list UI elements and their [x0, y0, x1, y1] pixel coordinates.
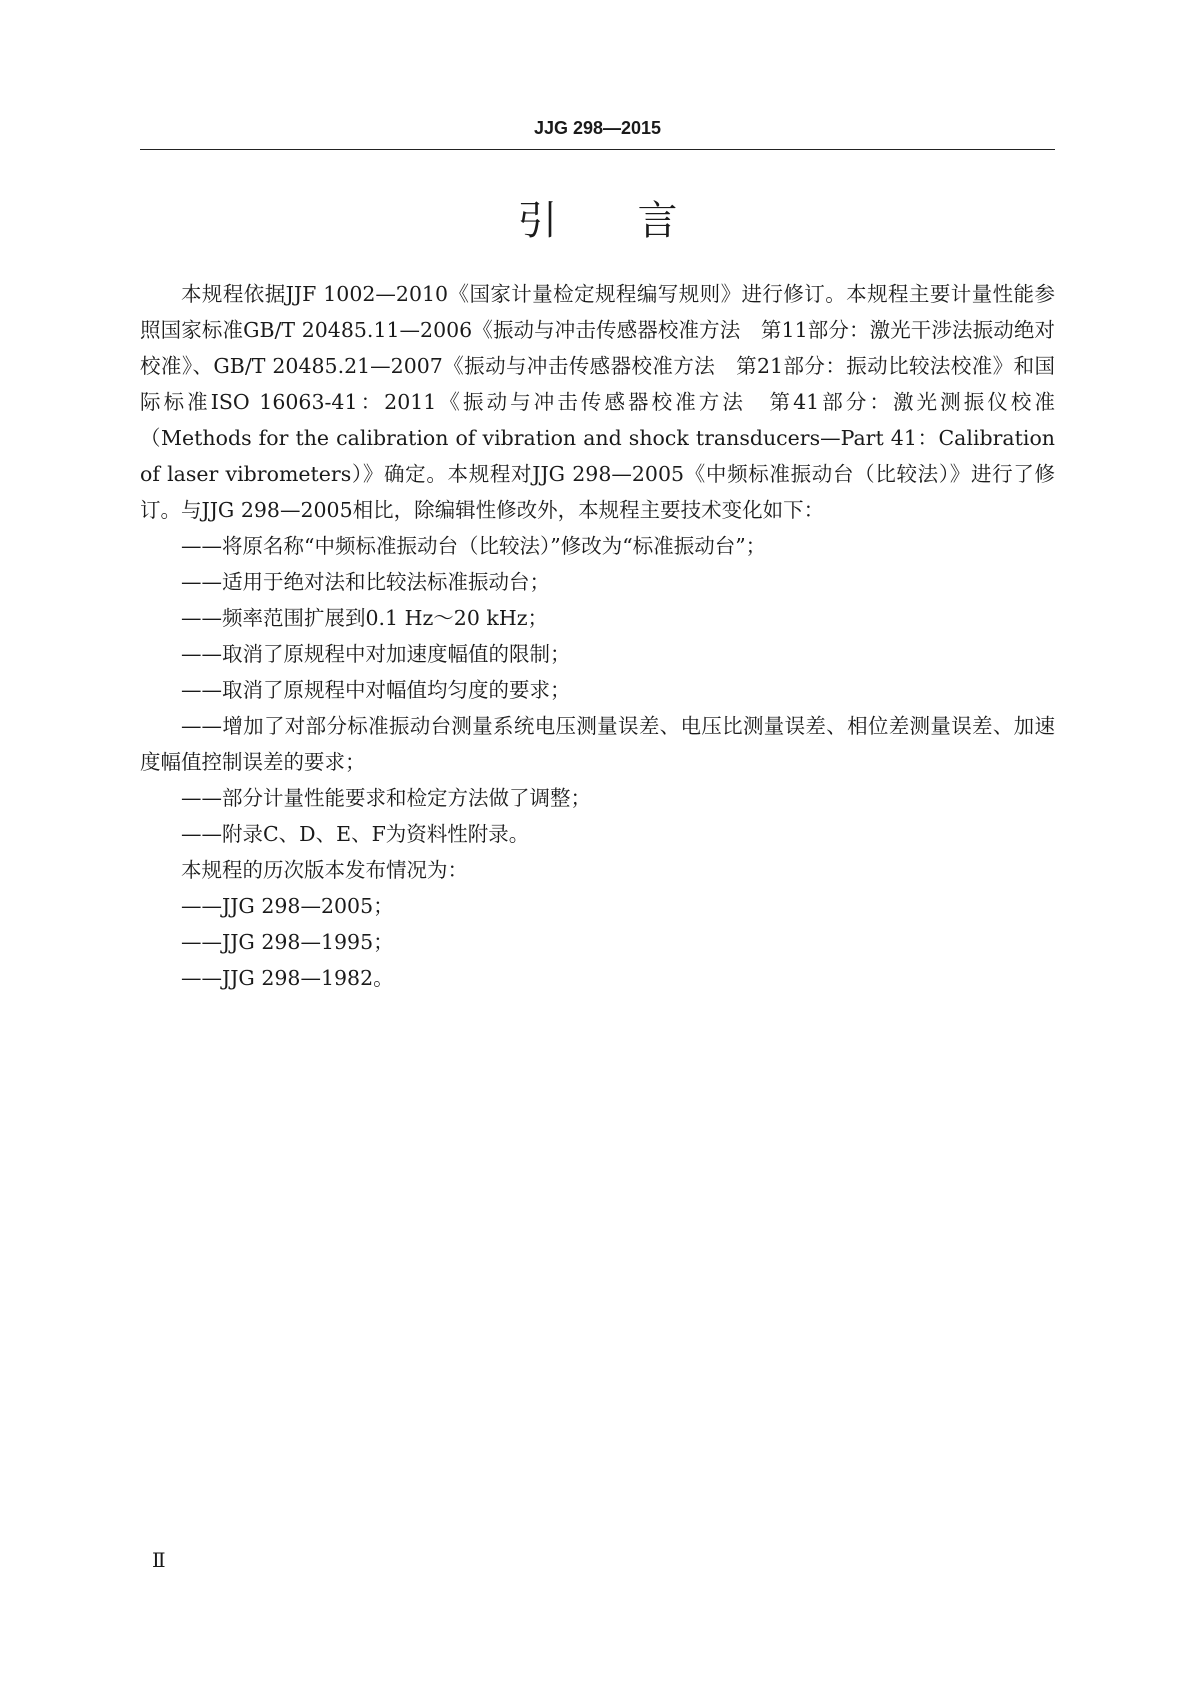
change-item: ——部分计量性能要求和检定方法做了调整； [181, 786, 591, 810]
history-intro: 本规程的历次版本发布情况为： [181, 858, 468, 882]
change-item: ——适用于绝对法和比较法标准振动台； [181, 570, 550, 594]
change-item: ——取消了原规程中对加速度幅值的限制； [181, 642, 571, 666]
page-number: Ⅱ [152, 1548, 166, 1572]
header-rule [140, 149, 1055, 150]
running-header: JJG 298—2015 [533, 118, 662, 138]
intro-paragraph: 本规程依据JJF 1002—2010《国家计量检定规程编写规则》进行修订。本规程主要计量性能参照国家标准GB/T 20485.11—2006《振动与冲击传感器校准方法 第11部分：激光干涉法振动绝对校准》、GB/T 20485.21—2007《振动与冲击传感器校准方法 第21部分：振动比较法校准》和国际标准ISO 16063-41：2011《振动与冲击传感器校准方法 第41部分：激光测振仪校准（Methods for the calibration of vibration and shock transducers—Part 41：Calibration of laser vibrometers）》确定。本规程对JJG 298—2005《中频标准振动台（比较法）》进行了修订。与JJG 298—2005相比，除编辑性修改外，本规程主要技术变化如下： [140, 282, 1055, 522]
section-title: 引言 [517, 198, 758, 244]
change-item: ——将原名称“中频标准振动台（比较法）”修改为“标准振动台”； [181, 534, 767, 558]
change-item: ——取消了原规程中对幅值均匀度的要求； [181, 678, 571, 702]
history-item: ——JJG 298—1995； [181, 930, 394, 954]
history-item: ——JJG 298—1982。 [181, 966, 394, 990]
history-item: ——JJG 298—2005； [181, 894, 394, 918]
change-item: ——增加了对部分标准振动台测量系统电压测量误差、电压比测量误差、相位差测量误差、加速度幅值控制误差的要求； [140, 714, 1055, 774]
change-item: ——附录C、D、E、F为资料性附录。 [181, 822, 530, 846]
document-body [140, 276, 1055, 996]
change-item: ——频率范围扩展到0.1 Hz～20 kHz； [181, 606, 548, 630]
